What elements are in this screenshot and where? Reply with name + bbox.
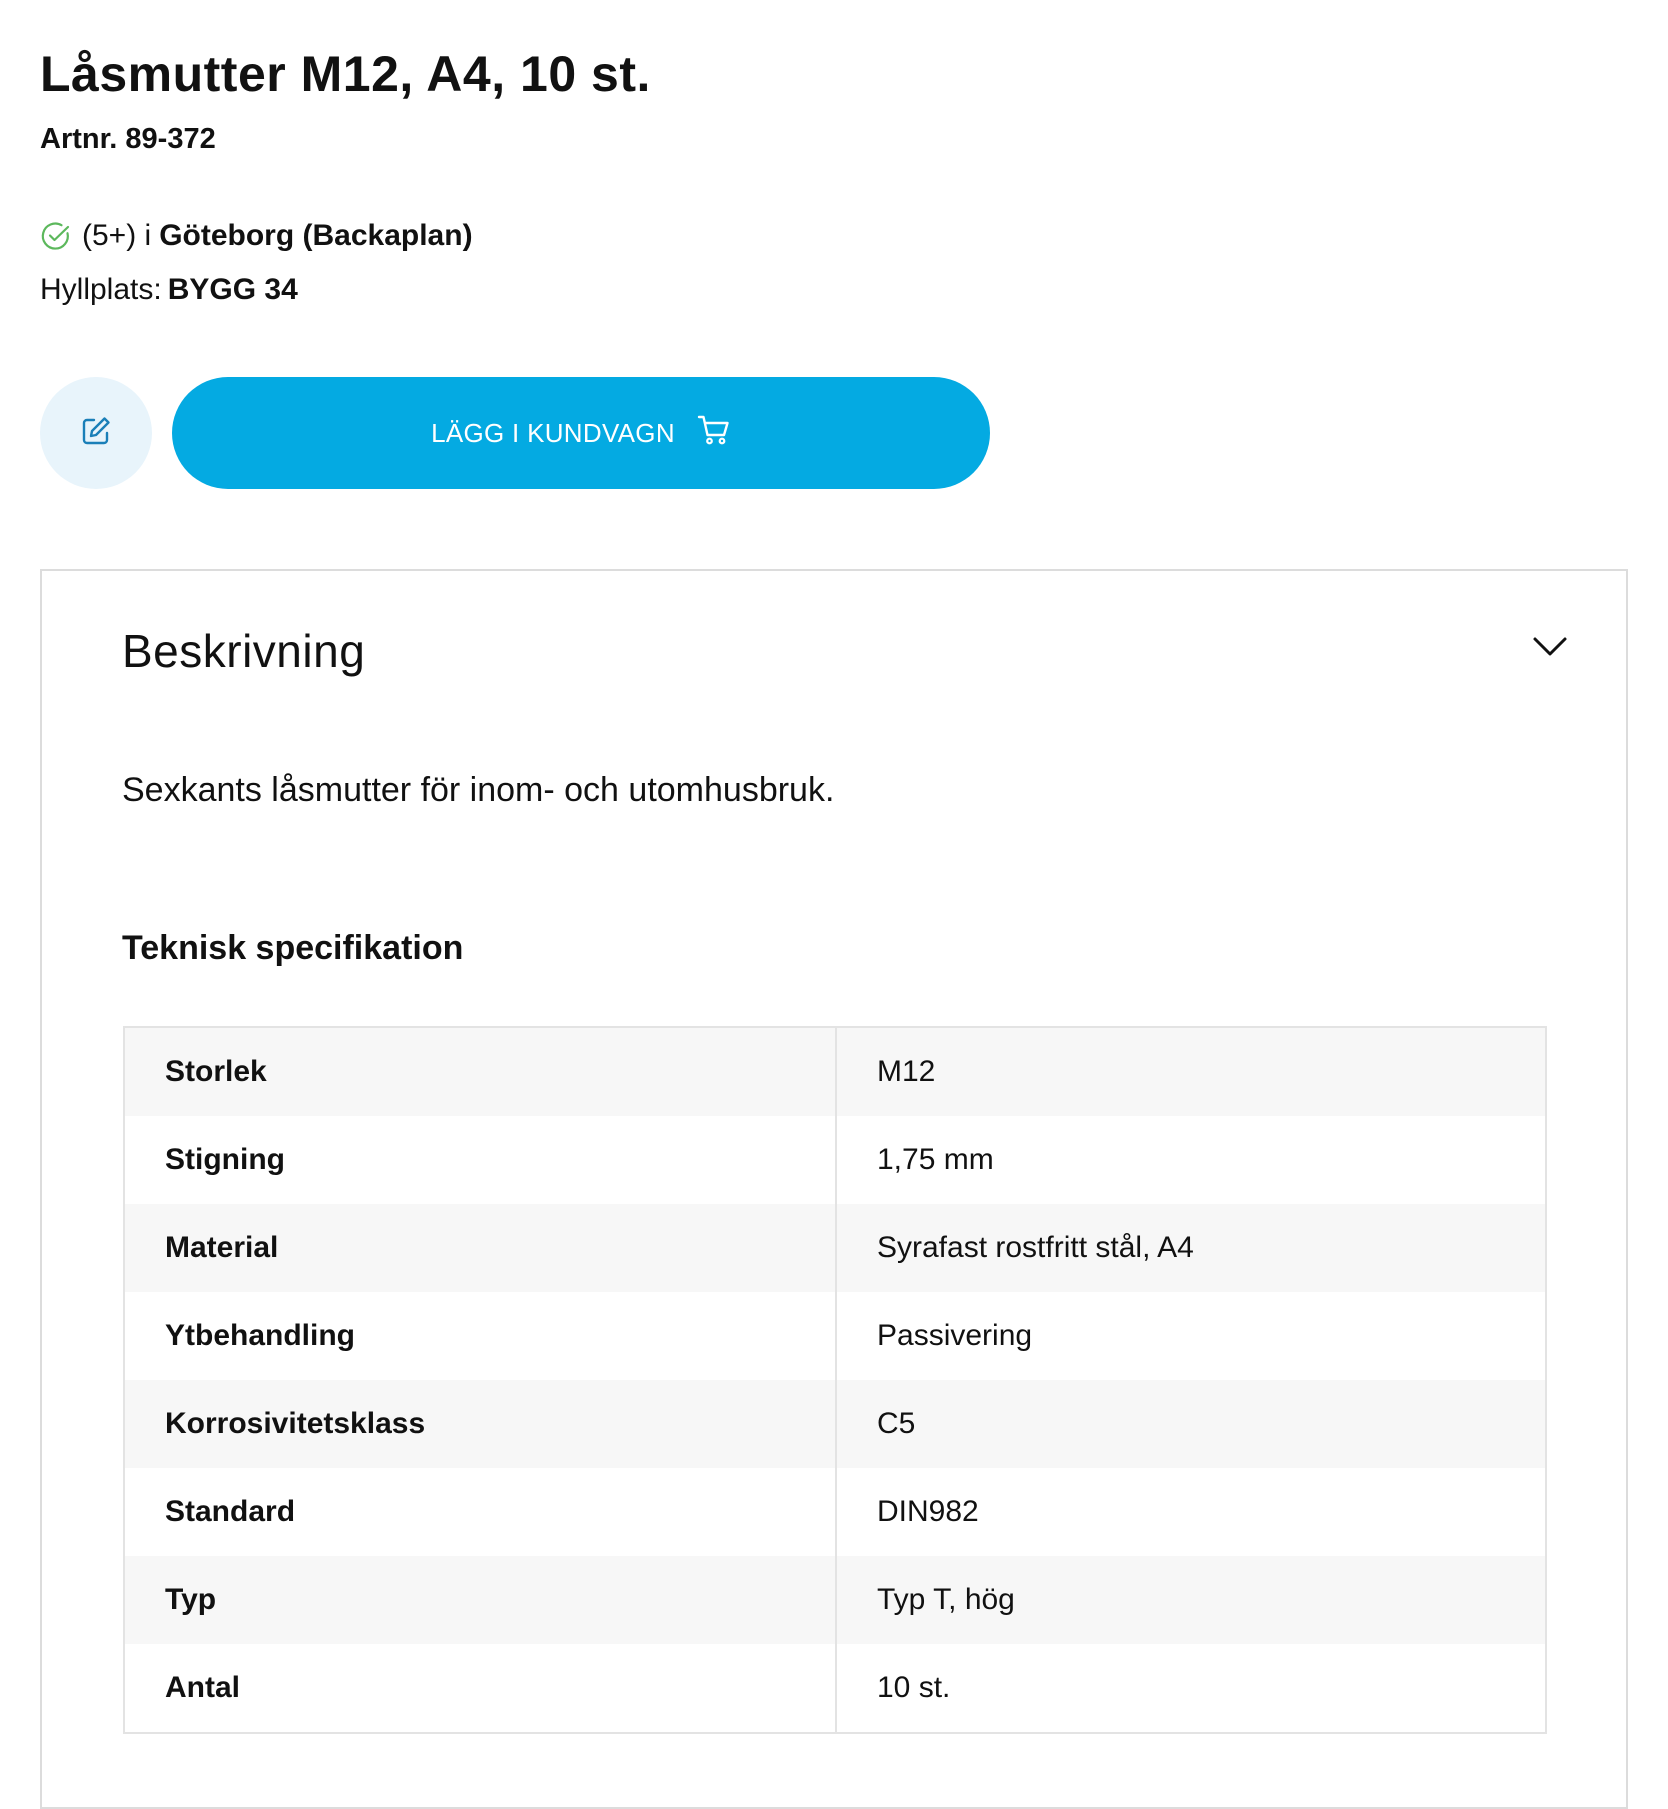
spec-value: Typ T, hög bbox=[836, 1556, 1546, 1644]
spec-key: Antal bbox=[124, 1644, 836, 1733]
spec-value: 1,75 mm bbox=[877, 1143, 994, 1176]
cart-icon bbox=[697, 414, 731, 453]
spec-value: Syrafast rostfritt stål, A4 bbox=[836, 1204, 1546, 1292]
add-to-cart-label: LÄGG I KUNDVAGN bbox=[431, 417, 675, 448]
spec-value: C5 bbox=[836, 1380, 1546, 1468]
shelf-label: Hyllplats: bbox=[40, 273, 162, 306]
spec-key: Korrosivitetsklass bbox=[124, 1380, 836, 1468]
stock-count: (5+) i bbox=[82, 219, 152, 252]
spec-key: Standard bbox=[124, 1468, 836, 1556]
description-text: Sexkants låsmutter för inom- och utomhusbruk. bbox=[122, 771, 835, 809]
shelf-location bbox=[40, 272, 298, 308]
description-title: Beskrivning bbox=[122, 625, 366, 677]
store-name: Göteborg (Backaplan) bbox=[159, 219, 473, 252]
spec-key: Typ bbox=[124, 1556, 836, 1644]
spec-table bbox=[123, 1026, 1547, 1734]
spec-value: 10 st. bbox=[877, 1671, 951, 1704]
check-circle-icon bbox=[40, 220, 72, 252]
table-row bbox=[124, 1204, 1546, 1292]
spec-key: Stigning bbox=[124, 1116, 836, 1204]
spec-key: Material bbox=[124, 1204, 836, 1292]
edit-button[interactable] bbox=[40, 377, 152, 489]
table-row bbox=[124, 1292, 1546, 1380]
table-row bbox=[124, 1380, 1546, 1468]
spec-value: Passivering bbox=[877, 1319, 1033, 1352]
chevron-down-icon[interactable] bbox=[1530, 627, 1570, 667]
description-panel bbox=[40, 569, 1628, 1809]
table-row bbox=[124, 1556, 1546, 1644]
edit-icon bbox=[79, 414, 113, 453]
add-to-cart-button[interactable] bbox=[172, 377, 990, 489]
table-row bbox=[124, 1644, 1546, 1733]
table-row bbox=[124, 1027, 1546, 1116]
spec-heading: Teknisk specifikation bbox=[122, 929, 464, 967]
product-title: Låsmutter M12, A4, 10 st. bbox=[40, 46, 651, 102]
spec-value: DIN982 bbox=[877, 1495, 979, 1528]
table-row bbox=[124, 1468, 1546, 1556]
spec-value: M12 bbox=[836, 1027, 1546, 1116]
article-number: Artnr. 89-372 bbox=[40, 123, 216, 155]
stock-status bbox=[40, 216, 473, 256]
spec-key: Storlek bbox=[124, 1027, 836, 1116]
table-row bbox=[124, 1116, 1546, 1204]
shelf-value: BYGG 34 bbox=[167, 273, 298, 306]
spec-key: Ytbehandling bbox=[124, 1292, 836, 1380]
